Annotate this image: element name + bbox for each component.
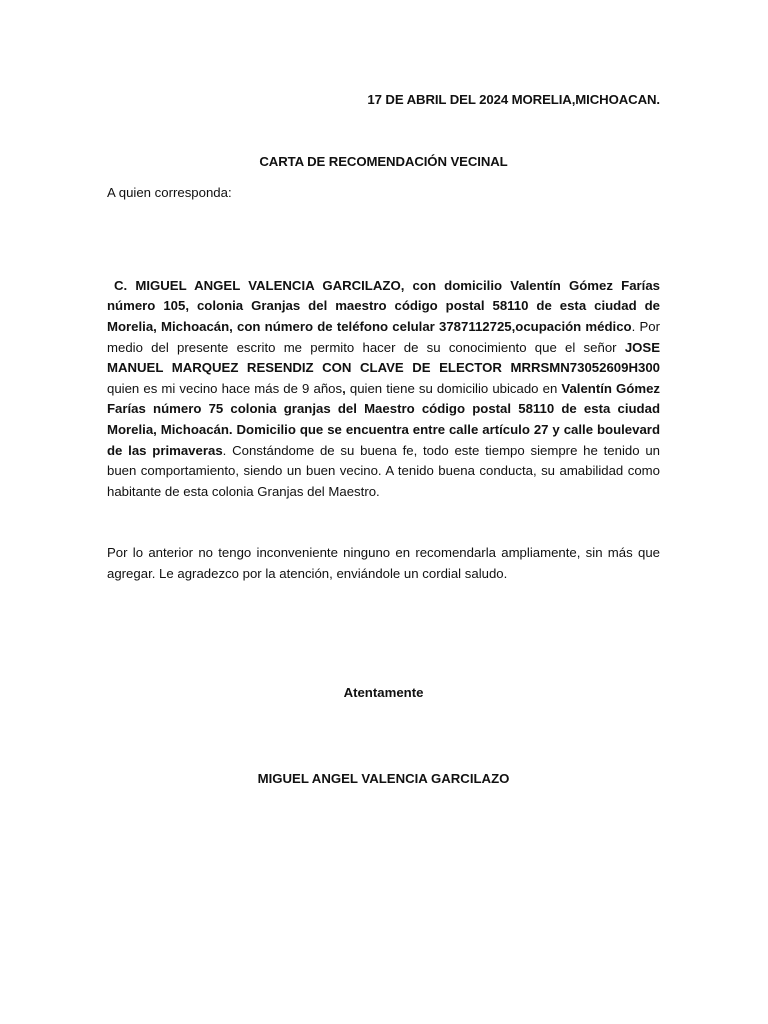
body-text-2: quien es mi vecino hace más de 9 años — [107, 380, 343, 396]
body-paragraph — [107, 276, 660, 503]
neighbor-name: JOSE MANUEL MARQUEZ RESENDIZ CON CLAVE DE ELECTOR MRRSMN73052609H300 — [107, 339, 660, 376]
sender-details: C. MIGUEL ANGEL VALENCIA GARCILAZO, con domicilio Valentín Gómez Farías número 105, colonia Granjas del maestro código postal 58110 de esta ciudad de Morelia, Michoacán, con número de teléfono celular 3787112725,ocupación médico — [107, 277, 660, 334]
date-line: 17 DE ABRIL DEL 2024 MORELIA,MICHOACAN. — [367, 92, 660, 107]
closing-paragraph: Por lo anterior no tengo inconveniente ninguno en recomendarla ampliamente, sin más que agregar. Le agradezco por la atención, enviándole un cordial saludo. — [107, 545, 660, 581]
body-text-4: . Constándome de su buena fe, todo este tiempo siempre he tenido un buen comportamiento, siendo un buen vecino. A tenido buena conducta, su amabilidad como habitante de esta colonia Granjas del Maestro. — [107, 442, 660, 499]
letter-title: CARTA DE RECOMENDACIÓN VECINAL — [259, 153, 508, 169]
sign-off: Atentamente — [343, 684, 424, 700]
letter-content — [107, 90, 660, 790]
body-text-3: quien tiene su domicilio ubicado en — [345, 380, 562, 396]
salutation: A quien corresponda: — [107, 185, 232, 201]
body-comma: , — [342, 380, 346, 396]
neighbor-address: Valentín Gómez Farías número 75 colonia granjas del Maestro código postal 58110 de esta ciudad Morelia, Michoacán. Domicilio que se encuentra entre calle artículo 27 y calle boulevard de las primaveras — [107, 380, 661, 458]
body-text-1: . Por medio del presente escrito me permito hacer de su conocimiento que el señor — [107, 318, 660, 355]
signature-name: MIGUEL ANGEL VALENCIA GARCILAZO — [257, 771, 510, 787]
